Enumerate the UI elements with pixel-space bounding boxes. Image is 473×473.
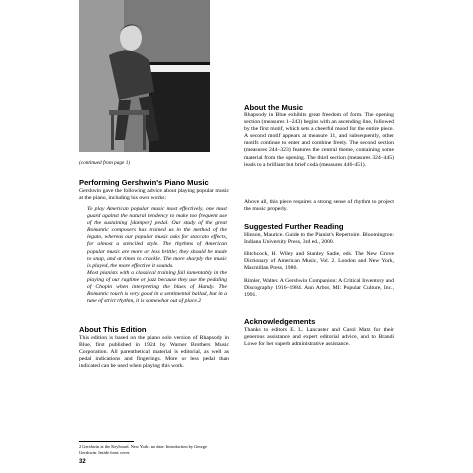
gershwin-photo	[79, 0, 210, 152]
ack-title: Acknowledgements	[244, 317, 316, 326]
music-text-2: Above all, this piece requires a strong sense of rhythm to project the music properly.	[244, 199, 394, 213]
photo-illustration	[79, 0, 210, 152]
reading-entry-2: Hitchcock, H. Wiley and Stanley Sadie, eds. The New Grove Dictionary of American Music, Vol. 2. London and New York, Macmillan Press, 1986.	[244, 251, 394, 272]
reading-title: Suggested Further Reading	[244, 222, 344, 231]
reading-entry-3: Rimler, Walter. A Gershwin Companion: A Critical Inventory and Discography 1916–1984. Ann Arbor, MI: Popular Culture, Inc., 1991.	[244, 278, 394, 299]
edition-text: This edition is based on the piano solo version of Rhapsody in Blue, first published in 1924 by Warner Brothers Music Corporation. All parenthetical material is editorial, as well as pedal indications and fingerings. More or less pedal than indicated can be used when playing this work.	[79, 335, 229, 370]
edition-title: About This Edition	[79, 325, 147, 334]
performing-title: Performing Gershwin's Piano Music	[79, 178, 209, 187]
ack-text: Thanks to editors E. L. Lancaster and Carol Matz for their generous assistance and expert editorial advice, and to Brandi Lowe for her superb administrative assistance.	[244, 327, 394, 348]
performing-intro: Gershwin gave the following advice about playing popular music at the piano, including his own works:	[79, 188, 229, 202]
music-title: About the Music	[244, 103, 304, 112]
caption: (continued from page 1)	[79, 160, 131, 166]
gershwin-quote-2: Most pianists with a classical training fail lamentably in the playing of our ragtime or jazz because they use the pedaling of Chopin when interpreting the blues of Handy. The Romantic touch is very good in a sentimental ballad, but in a tune of strict rhythm, it is somewhat out of place.2	[87, 270, 227, 305]
page-number: 32	[79, 459, 86, 465]
footnote: 2 Gershwin at the Keyboard. New York: no date. Introduction by George Gershwin. Inside front cover.	[79, 444, 207, 455]
footnote-divider	[79, 441, 134, 442]
music-text-1: Rhapsody in Blue exhibits great freedom of form. The opening section (measures 1–243) begins with an ascending line, followed by the first motif, which sets a cheerful mood for the entire piece. A second motif appears at measure 11, and subsequently, other motifs continue to enter and combine freely. The second section (measures 244–323) features the central theme, containing some material from the opening. The third section (measures 324–445) leads to a brilliant but brief coda (measures 446-451).	[244, 112, 394, 168]
reading-entry-1: Hinson, Maurice. Guide to the Pianist's Repertoire. Bloomington: Indiana University Press, 3rd ed., 2000.	[244, 232, 394, 246]
gershwin-quote-1: To play American popular music most effectively, one must guard against the natural tendency to make too frequent use of the sustaining [damper] pedal. Our study of the great Romantic composers has trained us in the method of the legato, whereas our popular music asks for staccato effects, for almost a stenciled style. The rhythms of American popular music are more or less brittle; they should be made to snap, and at times to crackle. The more sharply the music is played, the more effective it sounds.	[87, 206, 227, 269]
